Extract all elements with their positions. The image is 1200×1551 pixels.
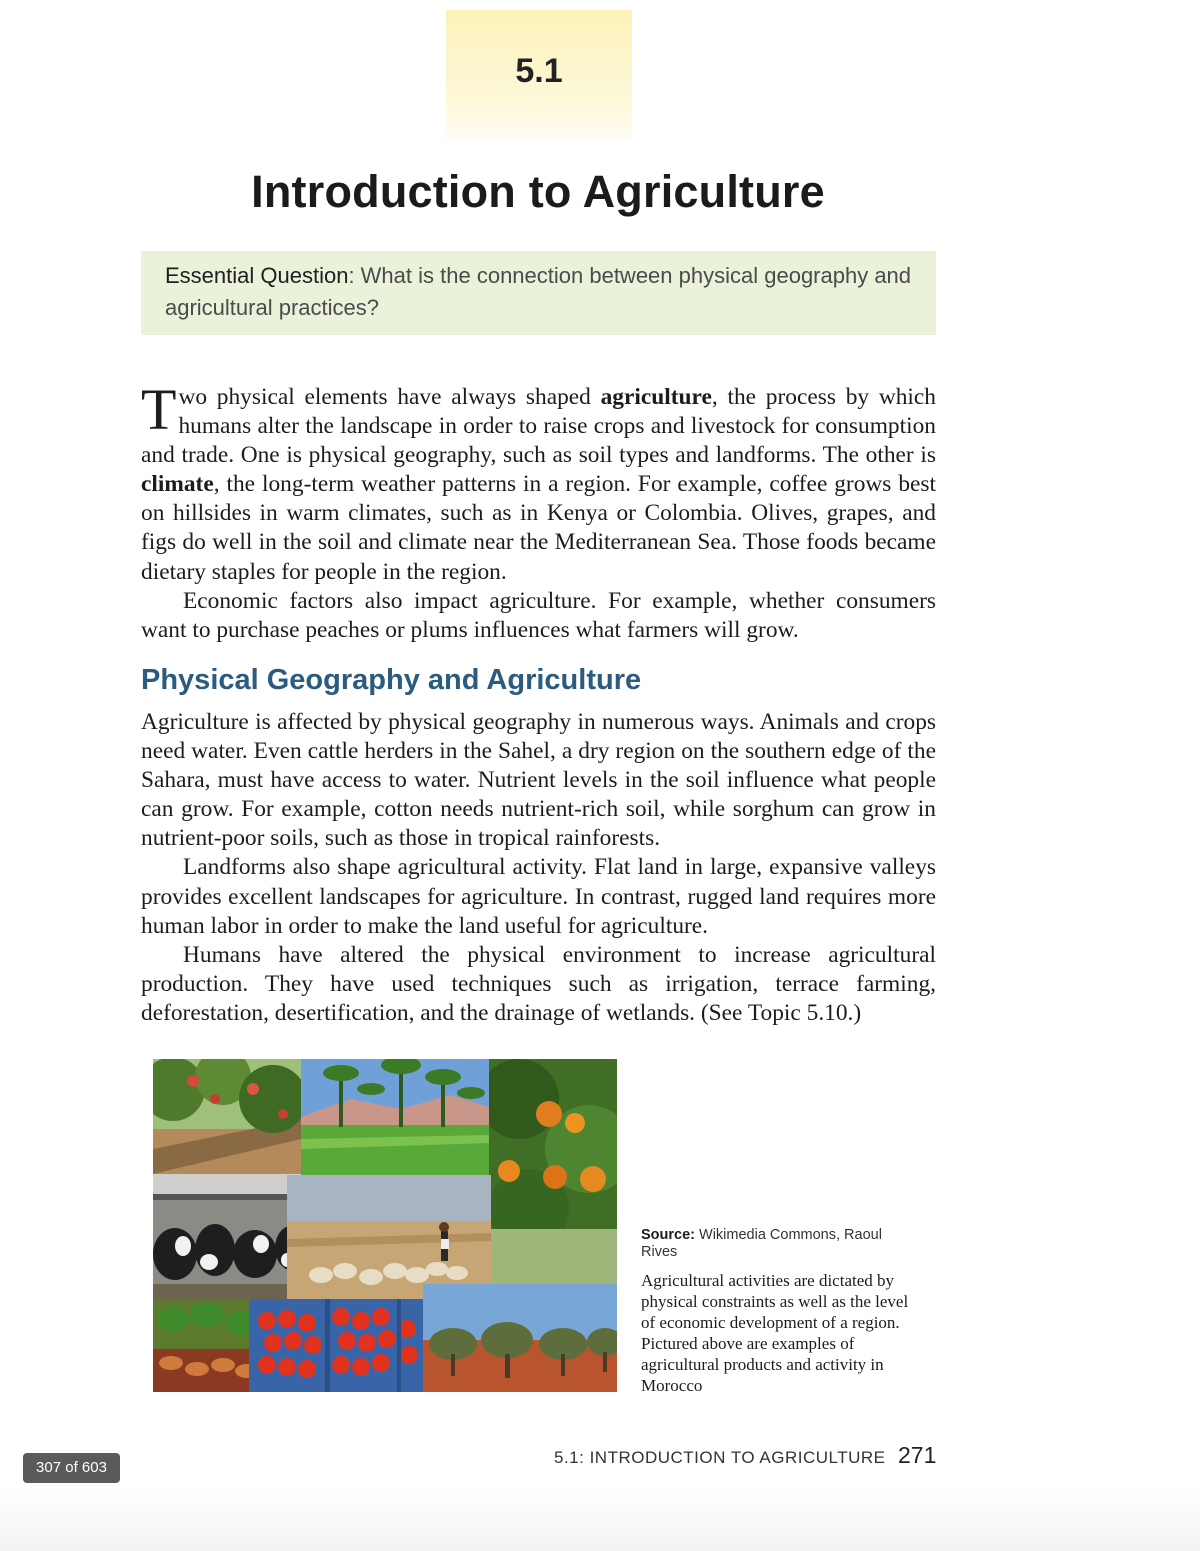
photo-palm-rice-field <box>301 1059 489 1179</box>
intro-paragraph-2: Economic factors also impact agriculture. For example, whether consumers want to purchase peaches or plums influences what farmers will grow. <box>141 587 936 643</box>
photo-apple-orchard <box>153 1059 301 1174</box>
section-heading-physical-geography: Physical Geography and Agriculture <box>141 664 642 696</box>
figure-caption-text: Agricultural activities are dictated by physical constraints as well as the level of economic development of a region. Pictured above are examples of agricultural products and activity in Morocco <box>641 1271 909 1395</box>
essential-question-separator: : <box>348 263 361 288</box>
essential-question-text: What is the connection between physical geography and agricultural practices? <box>165 263 912 320</box>
geo-paragraph-3: Humans have altered the physical environment to increase agricultural production. They have used techniques such as irrigation, terrace farming, deforestation, desertification, and the drainage of wetlands. (See Topic 5.10.) <box>141 941 936 1026</box>
photo-vegetables-market <box>153 1299 261 1392</box>
photo-tomato-crates <box>249 1299 425 1392</box>
drop-cap: T <box>141 377 177 442</box>
term-climate: climate <box>141 471 214 498</box>
section-number: 5.1 <box>515 51 563 90</box>
photo-sheep-herding <box>287 1175 491 1301</box>
figure-source-text: Wikimedia Commons, Raoul Rives <box>641 1227 882 1260</box>
photo-olive-grove <box>423 1284 617 1392</box>
figure-caption <box>641 1227 921 1396</box>
photo-orange-tree <box>489 1059 617 1284</box>
photo-dairy-cows <box>153 1174 301 1299</box>
geo-paragraph-1: Agriculture is affected by physical geography in numerous ways. Animals and crops need water. Even cattle herders in the Sahel, a dry region on the southern edge of the Sahara, must have access to water. Nutrient levels in the soil influence what people can grow. For example, cotton needs nutrient-rich soil, while sorghum can grow in nutrient-poor soils, such as those in tropical rainforests. <box>141 709 936 852</box>
figure-source-label: Source: <box>641 1227 695 1243</box>
physical-geography-text <box>141 708 936 1028</box>
page-title: Introduction to Agriculture <box>251 166 825 217</box>
essential-question-box <box>141 251 936 335</box>
intro-paragraph-1 <box>141 377 936 587</box>
agriculture-photo-collage <box>153 1059 617 1392</box>
page-bottom-shadow <box>0 1490 1200 1551</box>
intro-text-run: wo physical elements have always shaped <box>178 384 601 410</box>
section-number-badge <box>446 10 632 140</box>
figure-source <box>641 1227 921 1261</box>
term-agriculture: agriculture <box>600 384 712 410</box>
intro-text-run: , the long-term weather patterns in a region. For example, coffee grows best on hillsides in warm climates, such as in Kenya or Colombia. Olives, grapes, and figs do well in the soil and climate near the Mediterranean Sea. Those foods became dietary staples for people in the region. <box>141 471 936 585</box>
intro-text-run: , the process by which humans alter the landscape in order to raise crops and livestock for consumption and trade. One is physical geography, such as soil types and landforms. The other is <box>141 384 936 469</box>
intro-text <box>141 377 936 645</box>
page-counter-badge: 307 of 603 <box>23 1453 120 1483</box>
page-number: 271 <box>898 1442 937 1468</box>
essential-question-label: Essential Question <box>165 263 349 288</box>
running-head: 5.1: INTRODUCTION TO AGRICULTURE <box>554 1448 886 1467</box>
geo-paragraph-2: Landforms also shape agricultural activity. Flat land in large, expansive valleys provides excellent landscapes for agriculture. In contrast, rugged land requires more human labor in order to make the land useful for agriculture. <box>141 854 936 939</box>
